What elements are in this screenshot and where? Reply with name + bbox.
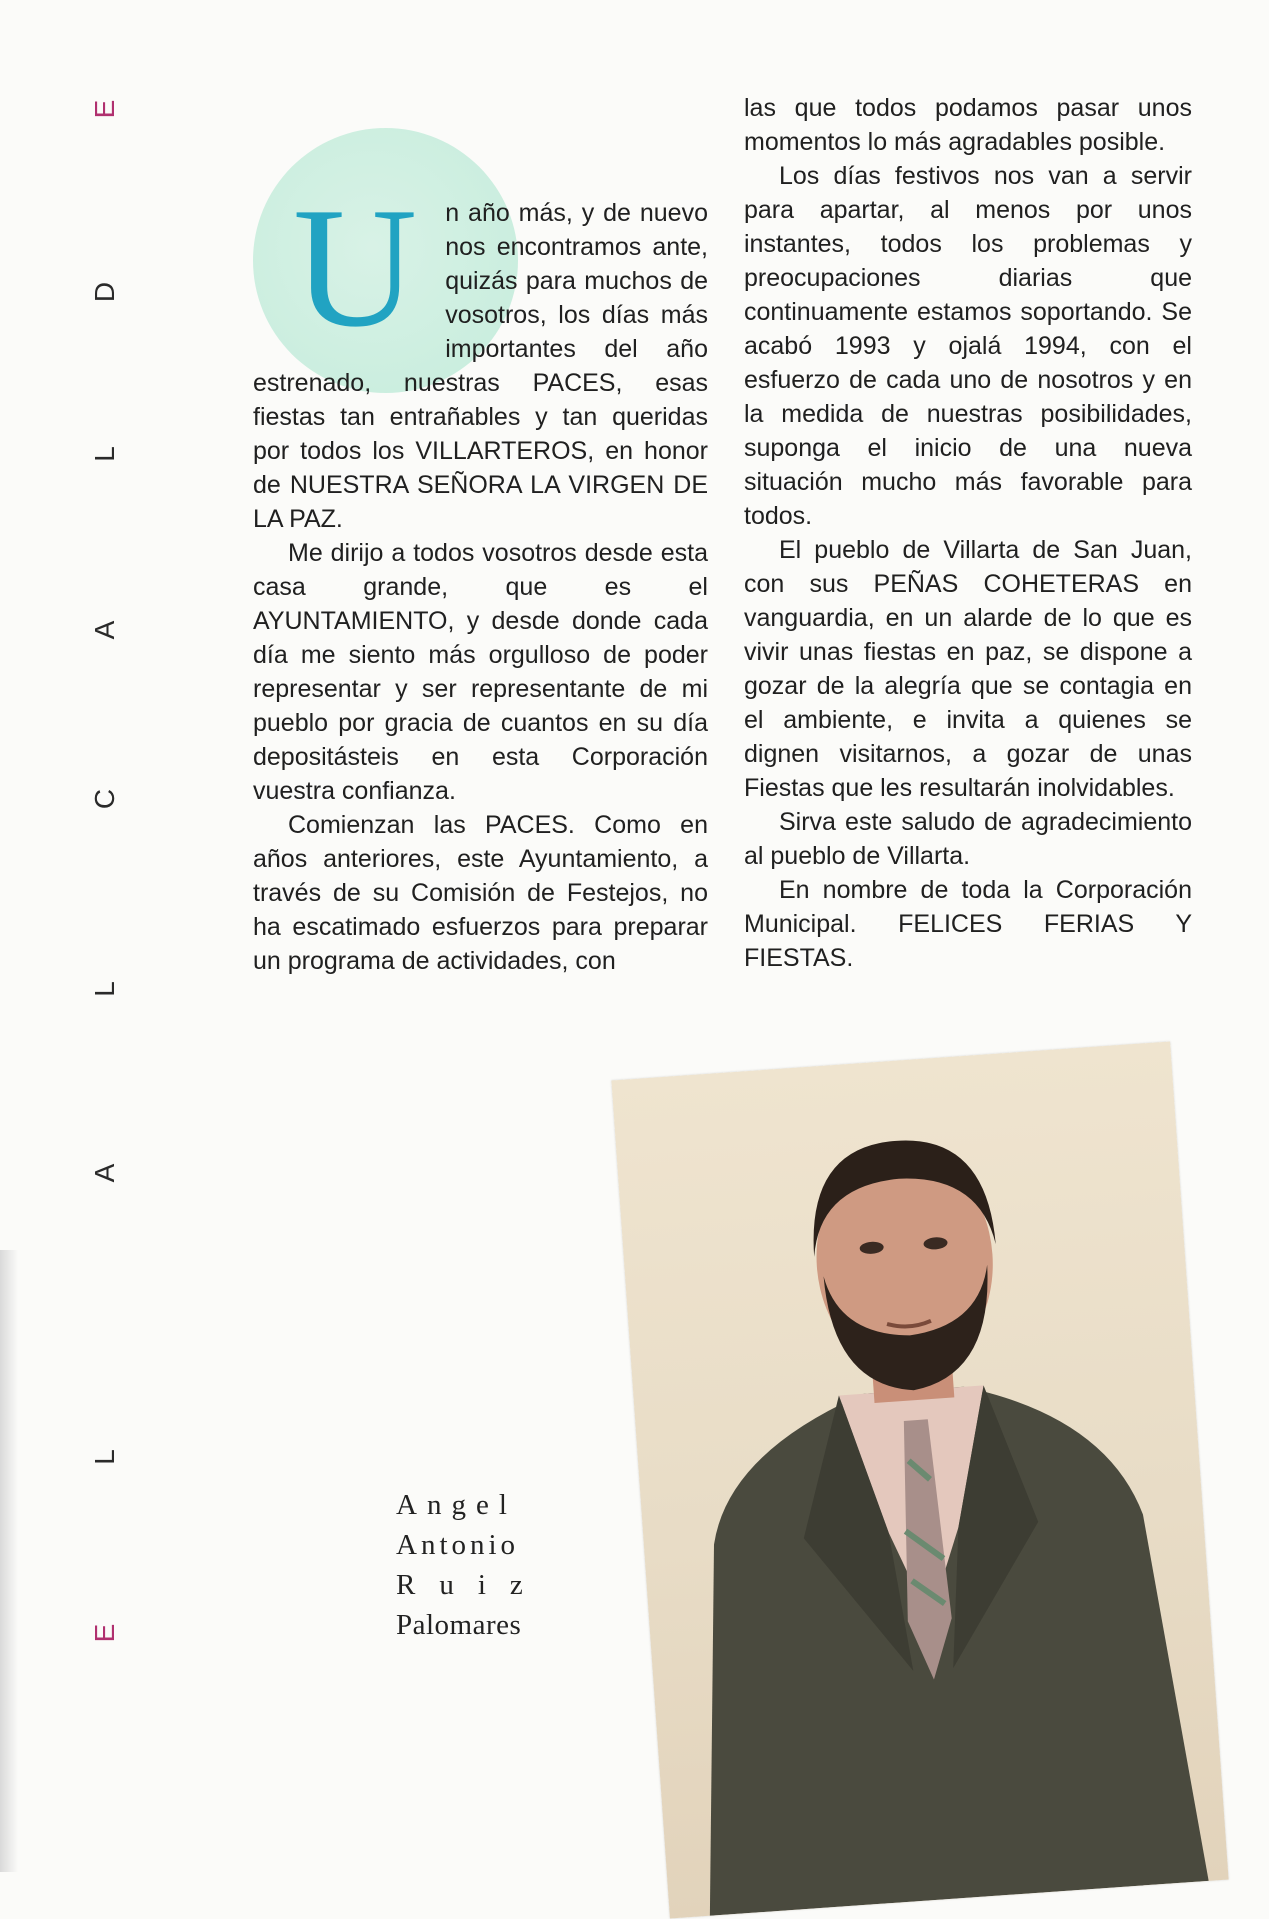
drop-cap: U [293, 173, 418, 363]
side-title-letter: C [89, 788, 120, 810]
article-column-left [253, 173, 708, 978]
signature-block [396, 1485, 547, 1645]
side-title-letter: D [89, 281, 120, 303]
article-paragraph: las que todos podamos pasar unos momentos lo más agradables posible. [744, 94, 1192, 156]
side-title-letter: L [89, 446, 120, 462]
side-title-letter: L [89, 981, 120, 997]
side-title-letter: A [89, 620, 120, 640]
signature-line: Antonio [396, 1529, 520, 1561]
signature-line: Angel [396, 1489, 517, 1521]
portrait-illustration [611, 1041, 1228, 1918]
side-title-letter: E [89, 1623, 120, 1643]
article-paragraph: Me dirijo a todos vosotros desde esta casa grande, que es el AYUNTAMIENTO, y desde donde cada día me siento más orgulloso de poder representar y ser representante de mi pueblo por gracia de cuantos en su día depositásteis en esta Corporación vuestra confianza. [253, 539, 708, 805]
article-paragraph [253, 173, 708, 536]
article-column-right [744, 91, 1192, 975]
article-paragraph: Sirva este saludo de agradecimiento al pueblo de Villarta. [744, 808, 1192, 870]
article-paragraph: Los días festivos nos van a servir para apartar, al menos por unos instantes, todos los problemas y preocupaciones diarias que continuamente estamos soportando. Se acabó 1993 y ojalá 1994, con el esfuerzo de cada uno de nosotros y en la medida de nuestras posibilidades, suponga el inicio de una nueva situación mucho más favorable para todos. [744, 162, 1192, 530]
portrait-photo [611, 1041, 1228, 1918]
side-title-letter: E [89, 99, 120, 119]
article-paragraph: Comienzan las PACES. Como en años anteriores, este Ayuntamiento, a través de su Comisión de Festejos, no ha escatimado esfuerzos para preparar un programa de actividades, con [253, 811, 708, 975]
page-edge-shadow [0, 1250, 18, 1872]
article-paragraph: En nombre de toda la Corporación Municipal. FELICES FERIAS Y FIESTAS. [744, 876, 1192, 972]
side-title-vertical [89, 95, 120, 1655]
side-title-letter: L [89, 1449, 120, 1465]
signature-line: Palomares [396, 1609, 522, 1641]
article-paragraph-text: n año más, y de nuevo nos encontramos ante, quizás para muchos de vosotros, los días más importantes del año estrenado, nuestras PACES, esas fiestas tan entrañables y tan queridas por todos los VILLARTEROS, en honor de NUESTRA SEÑORA LA VIRGEN DE LA PAZ. [253, 199, 708, 533]
side-title-letter: A [89, 1163, 120, 1183]
article-paragraph: El pueblo de Villarta de San Juan, con sus PEÑAS COHETERAS en vanguardia, en un alarde de lo que es vivir unas fiestas en paz, se dispone a gozar de la alegría que se contagia en el ambiente, e invita a quienes se dignen visitarnos, a gozar de unas Fiestas que les resultarán inolvidables. [744, 536, 1192, 802]
signature-line: Ruiz [396, 1569, 547, 1601]
